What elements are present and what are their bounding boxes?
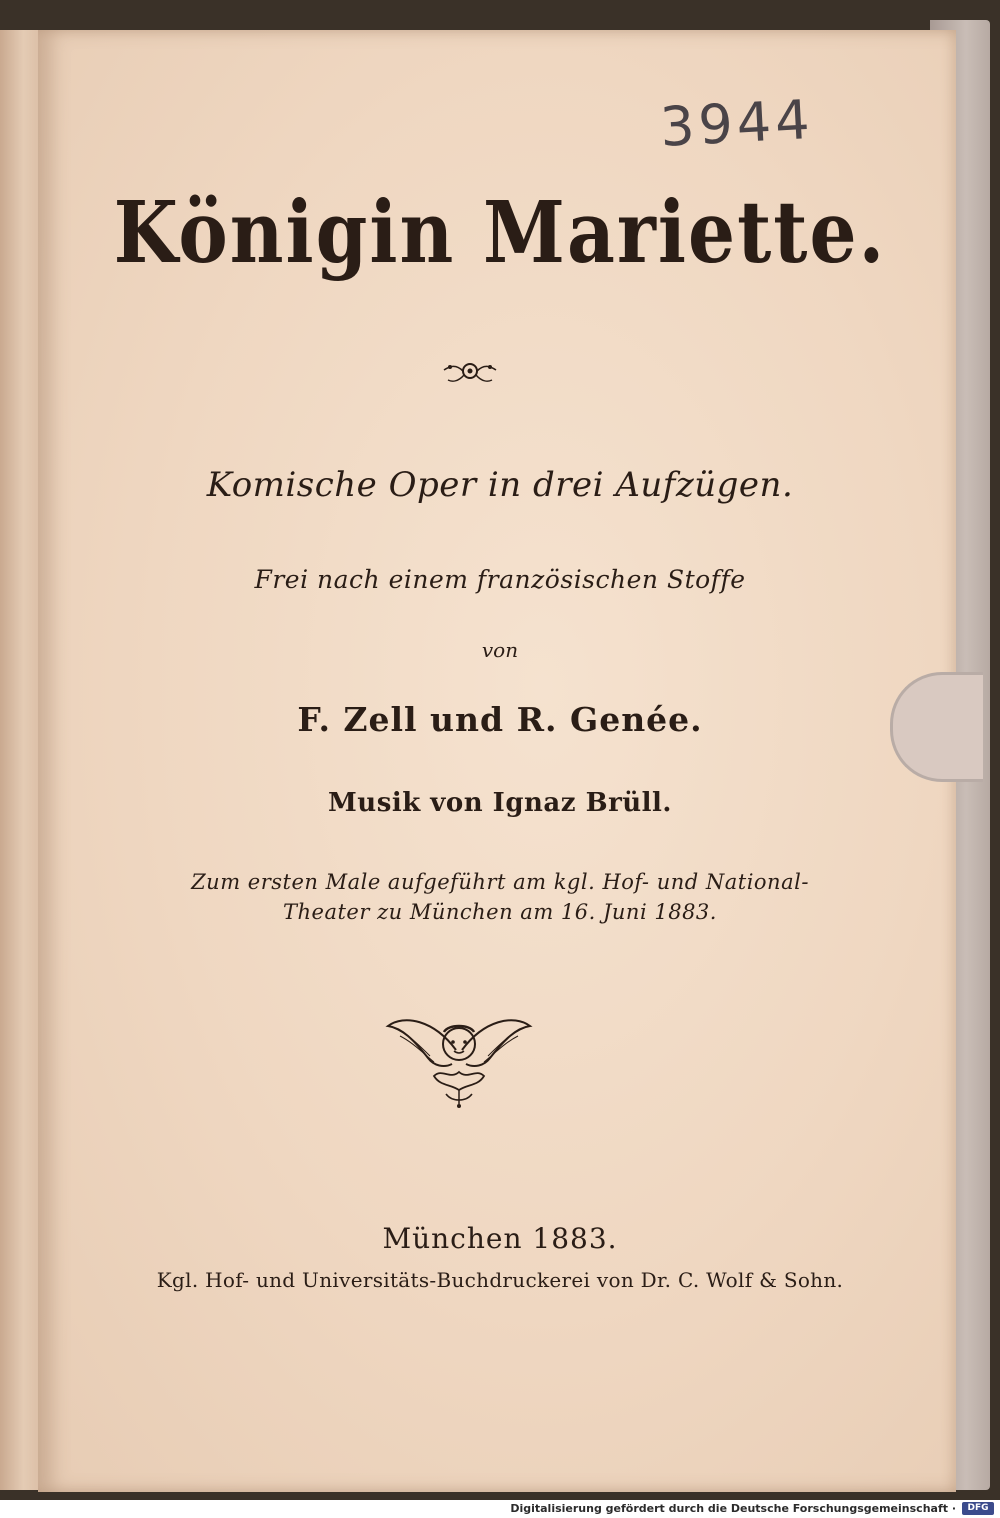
digitization-footer [0,1500,1000,1518]
printer-imprint: Kgl. Hof- und Universitäts-Buchdruckerei von Dr. C. Wolf & Sohn. [156,1268,844,1292]
authors: F. Zell und R. Genée. [297,700,703,739]
adaptation-note: Frei nach einem französischen Stoffe [254,565,746,594]
floral-ornament-icon [440,354,500,388]
subtitle: Komische Oper in drei Aufzügen. [206,465,794,505]
page-title: Königin Mariette. [113,183,887,283]
premiere-note-line-1: Zum ersten Male aufgeführt am kgl. Hof- und National- [191,870,809,894]
funding-credit: Digitalisierung gefördert durch die Deutsche Forschungsgemeinschaft · [510,1502,956,1515]
cherub-vignette-icon [384,1010,534,1110]
imprint-city-year: München 1883. [382,1222,618,1255]
by-label: von [481,638,519,662]
inventory-number: 3944 [658,87,815,159]
composer-credit: Musik von Ignaz Brüll. [328,788,672,818]
dfg-logo: DFG [962,1502,994,1515]
premiere-note-line-2: Theater zu München am 16. Juni 1883. [283,900,717,924]
